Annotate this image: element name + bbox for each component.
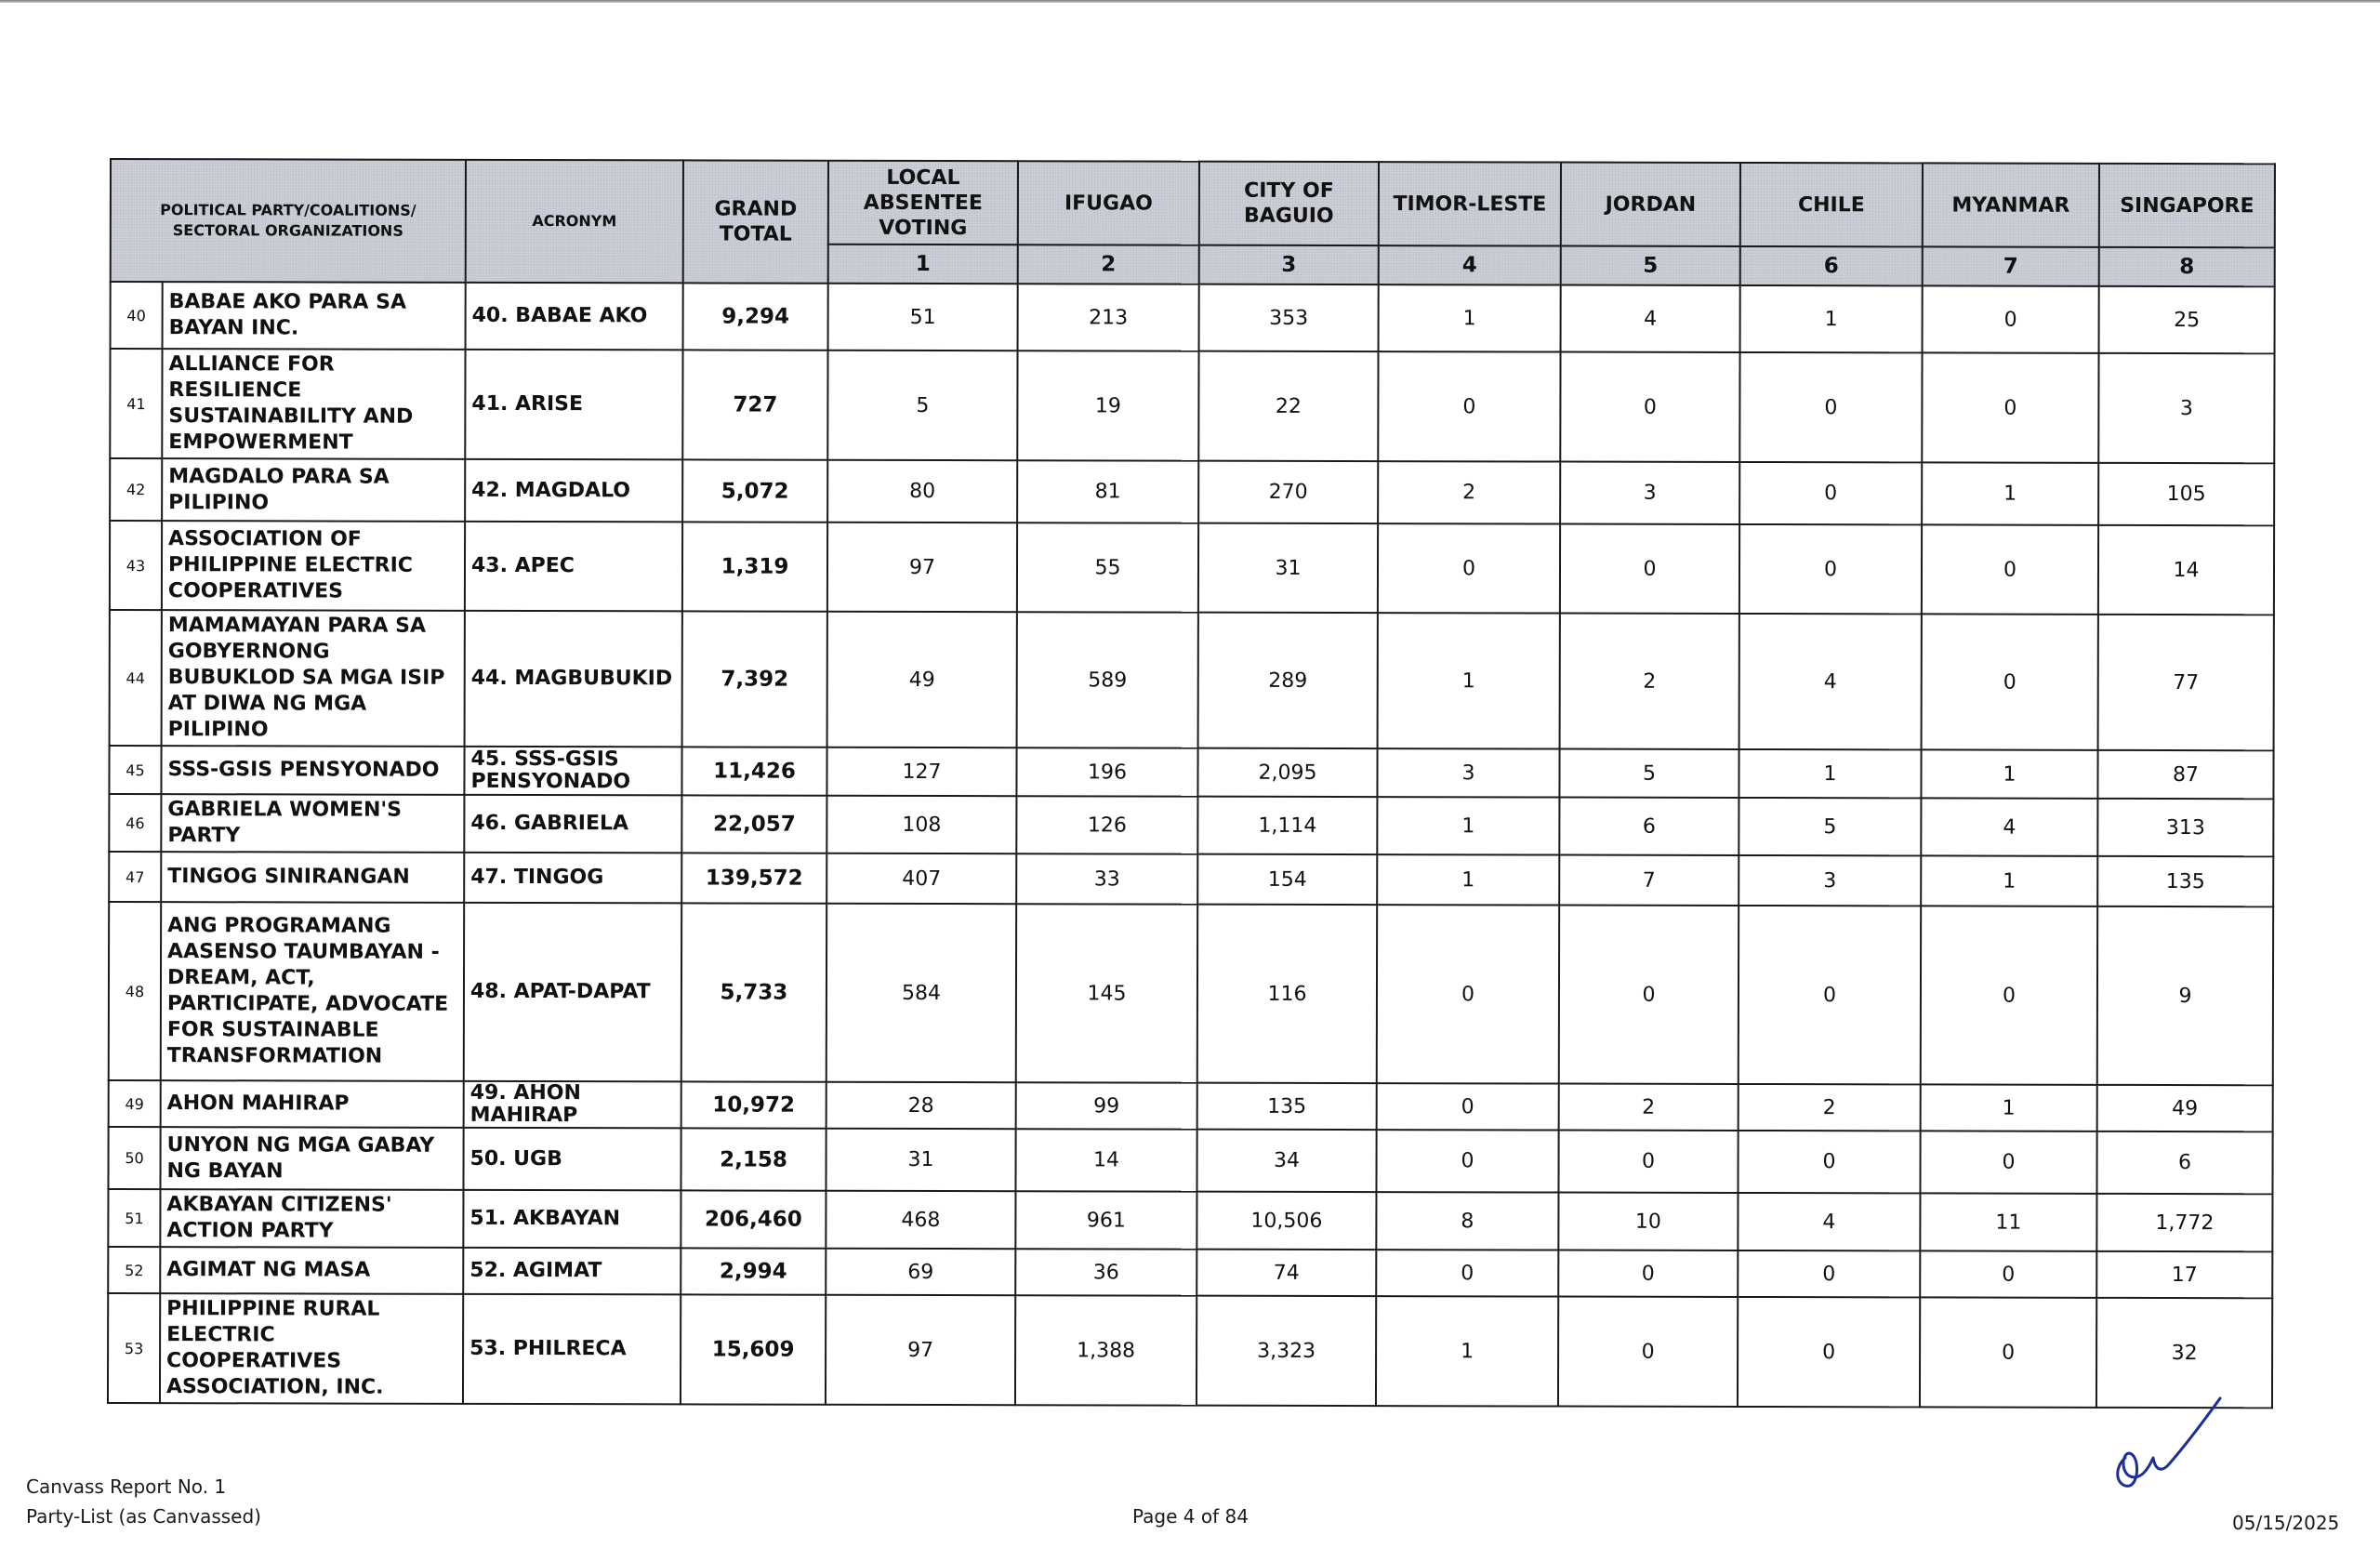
grand-total: 727: [682, 350, 827, 459]
vote-count: 6: [1559, 798, 1739, 855]
vote-count: 2: [1739, 1084, 1921, 1131]
vote-count: 105: [2098, 463, 2274, 525]
location-number: 2: [1018, 245, 1199, 284]
vote-count: 0: [1739, 462, 1922, 524]
table-row: [110, 610, 2274, 750]
vote-count: 0: [1376, 1130, 1558, 1192]
grand-total: 139,572: [681, 853, 826, 903]
vote-count: 116: [1197, 905, 1377, 1083]
vote-count: 99: [1016, 1082, 1197, 1129]
vote-count: 196: [1016, 748, 1197, 796]
vote-count: 0: [1923, 285, 2099, 352]
vote-count: 584: [826, 904, 1016, 1082]
location-header: TIMOR-LESTE: [1379, 162, 1561, 245]
row-number: 49: [109, 1080, 161, 1127]
vote-count: 1,388: [1015, 1295, 1197, 1405]
acronym: 41. ARISE: [465, 350, 682, 460]
vote-count: 0: [1560, 524, 1739, 614]
vote-count: 0: [1560, 352, 1739, 462]
acronym: 45. SSS-GSIS PENSYONADO: [464, 747, 681, 796]
vote-count: 135: [2097, 856, 2273, 906]
grand-total: 1,319: [682, 522, 827, 611]
party-name: AKBAYAN CITIZENS' ACTION PARTY: [160, 1189, 463, 1248]
vote-count: 7: [1559, 855, 1739, 906]
row-number: 41: [110, 349, 162, 458]
acronym-header: ACRONYM: [466, 160, 683, 284]
table-row: [108, 1247, 2272, 1298]
acronym: 44. MAGBUBUKID: [465, 611, 682, 748]
table-row: [110, 349, 2274, 463]
vote-count: 1: [1921, 855, 2097, 906]
table-row: [109, 902, 2273, 1085]
vote-count: 0: [1376, 1250, 1558, 1296]
location-number: 1: [828, 245, 1018, 284]
party-name: TINGOG SINIRANGAN: [161, 852, 464, 903]
vote-count: 0: [1558, 1297, 1738, 1407]
party-name: BABAE AKO PARA SA BAYAN INC.: [163, 282, 466, 350]
vote-count: 407: [826, 853, 1016, 904]
party-name: PHILIPPINE RURAL ELECTRIC COOPERATIVES ASSOCIATION, INC.: [160, 1293, 463, 1404]
vote-count: 1: [1740, 285, 1923, 352]
grand-total: 206,460: [681, 1190, 826, 1248]
vote-count: 1,114: [1197, 797, 1377, 854]
location-number: 3: [1199, 245, 1379, 284]
vote-count: 1: [1378, 613, 1560, 748]
row-number: 43: [110, 521, 162, 610]
grand-total: 10,972: [681, 1081, 826, 1128]
vote-count: 1,772: [2096, 1194, 2272, 1251]
location-number: 5: [1561, 246, 1740, 285]
vote-count: 77: [2098, 615, 2274, 750]
grand-total: 2,158: [681, 1128, 826, 1190]
table-row: [108, 1189, 2272, 1251]
vote-count: 0: [1920, 1297, 2096, 1407]
vote-count: 36: [1015, 1249, 1197, 1295]
vote-count: 961: [1015, 1191, 1197, 1249]
vote-count: 5: [1739, 798, 1921, 855]
vote-count: 97: [826, 1295, 1015, 1405]
vote-count: 145: [1016, 904, 1197, 1082]
vote-count: 270: [1198, 461, 1378, 523]
table-row: [109, 746, 2273, 799]
table-row: [109, 852, 2273, 906]
vote-count: 74: [1197, 1250, 1376, 1296]
grand-total-header: GRAND TOTAL: [683, 160, 828, 283]
location-number: 6: [1740, 246, 1923, 285]
location-header: CITY OF BAGUIO: [1199, 162, 1379, 245]
vote-count: 0: [1921, 906, 2097, 1084]
signature-icon: [2103, 1393, 2224, 1495]
vote-count: 0: [1738, 1297, 1920, 1407]
party-name: GABRIELA WOMEN'S PARTY: [161, 794, 464, 853]
vote-count: 4: [1738, 1193, 1920, 1250]
vote-count: 0: [1558, 1131, 1738, 1193]
location-number: 8: [2099, 247, 2275, 286]
row-number: 47: [109, 852, 161, 902]
vote-count: 0: [1922, 524, 2098, 614]
page-number: Page 4 of 84: [1132, 1505, 1249, 1528]
table-row: [109, 794, 2273, 856]
vote-count: 135: [1197, 1083, 1377, 1130]
location-header: MYANMAR: [1923, 163, 2099, 246]
acronym: 48. APAT-DAPAT: [464, 903, 681, 1082]
vote-count: 6: [2096, 1131, 2272, 1194]
vote-count: 4: [1739, 614, 1922, 749]
vote-count: 0: [1920, 1131, 2096, 1193]
vote-count: 2: [1559, 1084, 1739, 1131]
vote-count: 31: [1198, 523, 1378, 613]
party-name: ALLIANCE FOR RESILIENCE SUSTAINABILITY AND EMPOWERMENT: [162, 349, 465, 459]
vote-count: 0: [1920, 1250, 2096, 1297]
row-number: 40: [111, 282, 163, 349]
vote-count: 51: [828, 284, 1018, 351]
vote-count: 49: [2097, 1085, 2273, 1131]
party-name: UNYON NG MGA GABAY NG BAYAN: [160, 1127, 463, 1190]
vote-count: 2: [1378, 461, 1560, 523]
vote-count: 108: [826, 796, 1016, 853]
location-number: 4: [1379, 245, 1561, 284]
vote-count: 10,506: [1197, 1192, 1376, 1250]
acronym: 47. TINGOG: [464, 853, 681, 904]
vote-count: 1: [1921, 749, 2097, 798]
vote-count: 126: [1016, 796, 1197, 853]
vote-count: 3: [1739, 855, 1921, 906]
vote-count: 0: [1739, 524, 1922, 614]
vote-count: 22: [1198, 351, 1378, 461]
vote-count: 25: [2099, 286, 2275, 353]
vote-count: 0: [1739, 352, 1922, 462]
report-title: Canvass Report No. 1: [26, 1475, 227, 1498]
grand-total: 2,994: [681, 1248, 826, 1294]
row-number: 51: [108, 1189, 160, 1247]
grand-total: 22,057: [681, 795, 826, 853]
vote-count: 14: [2098, 525, 2274, 615]
grand-total: 5,733: [681, 903, 826, 1081]
vote-count: 1: [1377, 797, 1559, 854]
vote-count: 69: [826, 1249, 1015, 1295]
table-row: [110, 458, 2274, 525]
vote-count: 97: [827, 523, 1017, 612]
acronym: 49. AHON MAHIRAP: [464, 1081, 681, 1129]
vote-count: 33: [1016, 853, 1197, 904]
vote-count: 4: [1561, 285, 1740, 352]
acronym: 43. APEC: [465, 522, 682, 612]
acronym: 53. PHILRECA: [463, 1294, 681, 1405]
vote-count: 80: [827, 460, 1017, 523]
vote-count: 1: [1376, 1296, 1558, 1406]
vote-count: 5: [1559, 749, 1739, 798]
row-number: 42: [110, 458, 162, 521]
table-row: [108, 1127, 2272, 1194]
location-header: CHILE: [1740, 163, 1923, 246]
table-row: [110, 521, 2274, 615]
vote-count: 0: [1922, 352, 2098, 462]
vote-count: 589: [1017, 612, 1198, 748]
acronym: 52. AGIMAT: [463, 1248, 681, 1295]
row-number: 53: [108, 1293, 160, 1403]
vote-count: 34: [1197, 1130, 1376, 1192]
location-header: SINGAPORE: [2099, 164, 2275, 247]
vote-count: 0: [1738, 1250, 1920, 1297]
vote-count: 31: [826, 1129, 1015, 1191]
table-header: [111, 159, 2275, 286]
grand-total: 7,392: [682, 611, 827, 747]
acronym: 42. MAGDALO: [465, 459, 682, 523]
acronym: 51. AKBAYAN: [463, 1190, 681, 1249]
top-divider: [0, 0, 2380, 3]
vote-count: 1: [1379, 284, 1561, 351]
party-name: MAMAMAYAN PARA SA GOBYERNONG BUBUKLOD SA MGA ISIP AT DIWA NG MGA PILIPINO: [162, 610, 465, 747]
location-header: LOCAL ABSENTEE VOTING: [828, 161, 1018, 245]
vote-count: 289: [1198, 613, 1378, 748]
party-name: ANG PROGRAMANG AASENSO TAUMBAYAN - DREAM, ACT, PARTICIPATE, ADVOCATE FOR SUSTAINABLE TRANSFORMATION: [161, 902, 464, 1081]
vote-count: 1: [1739, 749, 1921, 798]
vote-count: 0: [1377, 905, 1559, 1083]
canvass-table: [107, 158, 2276, 1409]
vote-count: 127: [826, 748, 1016, 796]
vote-count: 19: [1017, 351, 1198, 460]
report-subtitle: Party-List (as Canvassed): [26, 1505, 261, 1528]
vote-count: 81: [1017, 460, 1198, 523]
vote-count: 49: [827, 612, 1017, 748]
vote-count: 1: [1922, 462, 2098, 524]
table-row: [108, 1293, 2272, 1408]
location-header: IFUGAO: [1018, 161, 1199, 245]
vote-count: 0: [1559, 906, 1739, 1084]
vote-count: 87: [2097, 750, 2273, 799]
row-number: 46: [109, 794, 161, 852]
vote-count: 2,095: [1197, 748, 1377, 797]
grand-total: 11,426: [681, 747, 826, 795]
vote-count: 55: [1017, 523, 1198, 612]
acronym: 40. BABAE AKO: [466, 283, 683, 351]
party-name: ASSOCIATION OF PHILIPPINE ELECTRIC COOPERATIVES: [162, 521, 465, 611]
vote-count: 11: [1920, 1193, 2096, 1250]
vote-count: 0: [1378, 351, 1560, 461]
row-number: 48: [109, 902, 161, 1080]
vote-count: 154: [1197, 854, 1377, 905]
party-name: SSS-GSIS PENSYONADO: [161, 746, 464, 795]
vote-count: 14: [1015, 1129, 1197, 1191]
row-number: 44: [110, 610, 162, 746]
vote-count: 28: [826, 1082, 1016, 1129]
vote-count: 5: [827, 351, 1017, 460]
party-name: AHON MAHIRAP: [161, 1080, 464, 1128]
vote-count: 3: [1377, 748, 1559, 797]
party-name: AGIMAT NG MASA: [160, 1247, 463, 1294]
location-number: 7: [1923, 246, 2099, 285]
party-name: MAGDALO PARA SA PILIPINO: [162, 458, 465, 522]
vote-count: 0: [1558, 1250, 1738, 1297]
vote-count: 2: [1560, 614, 1739, 749]
vote-count: 8: [1376, 1192, 1558, 1250]
vote-count: 0: [1738, 1131, 1920, 1193]
location-header: JORDAN: [1561, 163, 1740, 246]
vote-count: 9: [2097, 906, 2273, 1085]
acronym: 46. GABRIELA: [464, 795, 681, 853]
grand-total: 5,072: [682, 459, 827, 522]
table-row: [109, 1080, 2273, 1131]
vote-count: 313: [2097, 799, 2273, 856]
vote-count: 353: [1199, 284, 1379, 351]
vote-count: 3: [1560, 462, 1739, 524]
vote-count: 0: [1377, 1083, 1559, 1130]
vote-count: 3,323: [1197, 1296, 1376, 1406]
vote-count: 468: [826, 1191, 1015, 1249]
grand-total: 9,294: [683, 283, 828, 350]
vote-count: 1: [1377, 854, 1559, 905]
vote-count: 17: [2096, 1251, 2272, 1298]
vote-count: 3: [2098, 353, 2274, 463]
report-date: 05/15/2025: [2232, 1512, 2340, 1534]
row-number: 50: [108, 1127, 160, 1189]
row-number: 52: [108, 1247, 160, 1293]
vote-count: 0: [1378, 523, 1560, 613]
vote-count: 32: [2096, 1298, 2272, 1408]
vote-count: 0: [1922, 614, 2098, 749]
vote-count: 1: [1921, 1084, 2097, 1131]
row-number: 45: [109, 746, 161, 794]
vote-count: 4: [1921, 798, 2097, 855]
party-header: POLITICAL PARTY/COALITIONS/ SECTORAL ORGANIZATIONS: [111, 159, 466, 283]
acronym: 50. UGB: [463, 1128, 681, 1191]
vote-count: 0: [1739, 906, 1921, 1084]
table-row: [111, 282, 2275, 353]
vote-count: 10: [1558, 1193, 1738, 1250]
vote-count: 213: [1018, 284, 1199, 351]
grand-total: 15,609: [681, 1294, 826, 1404]
table-body: [108, 282, 2275, 1408]
